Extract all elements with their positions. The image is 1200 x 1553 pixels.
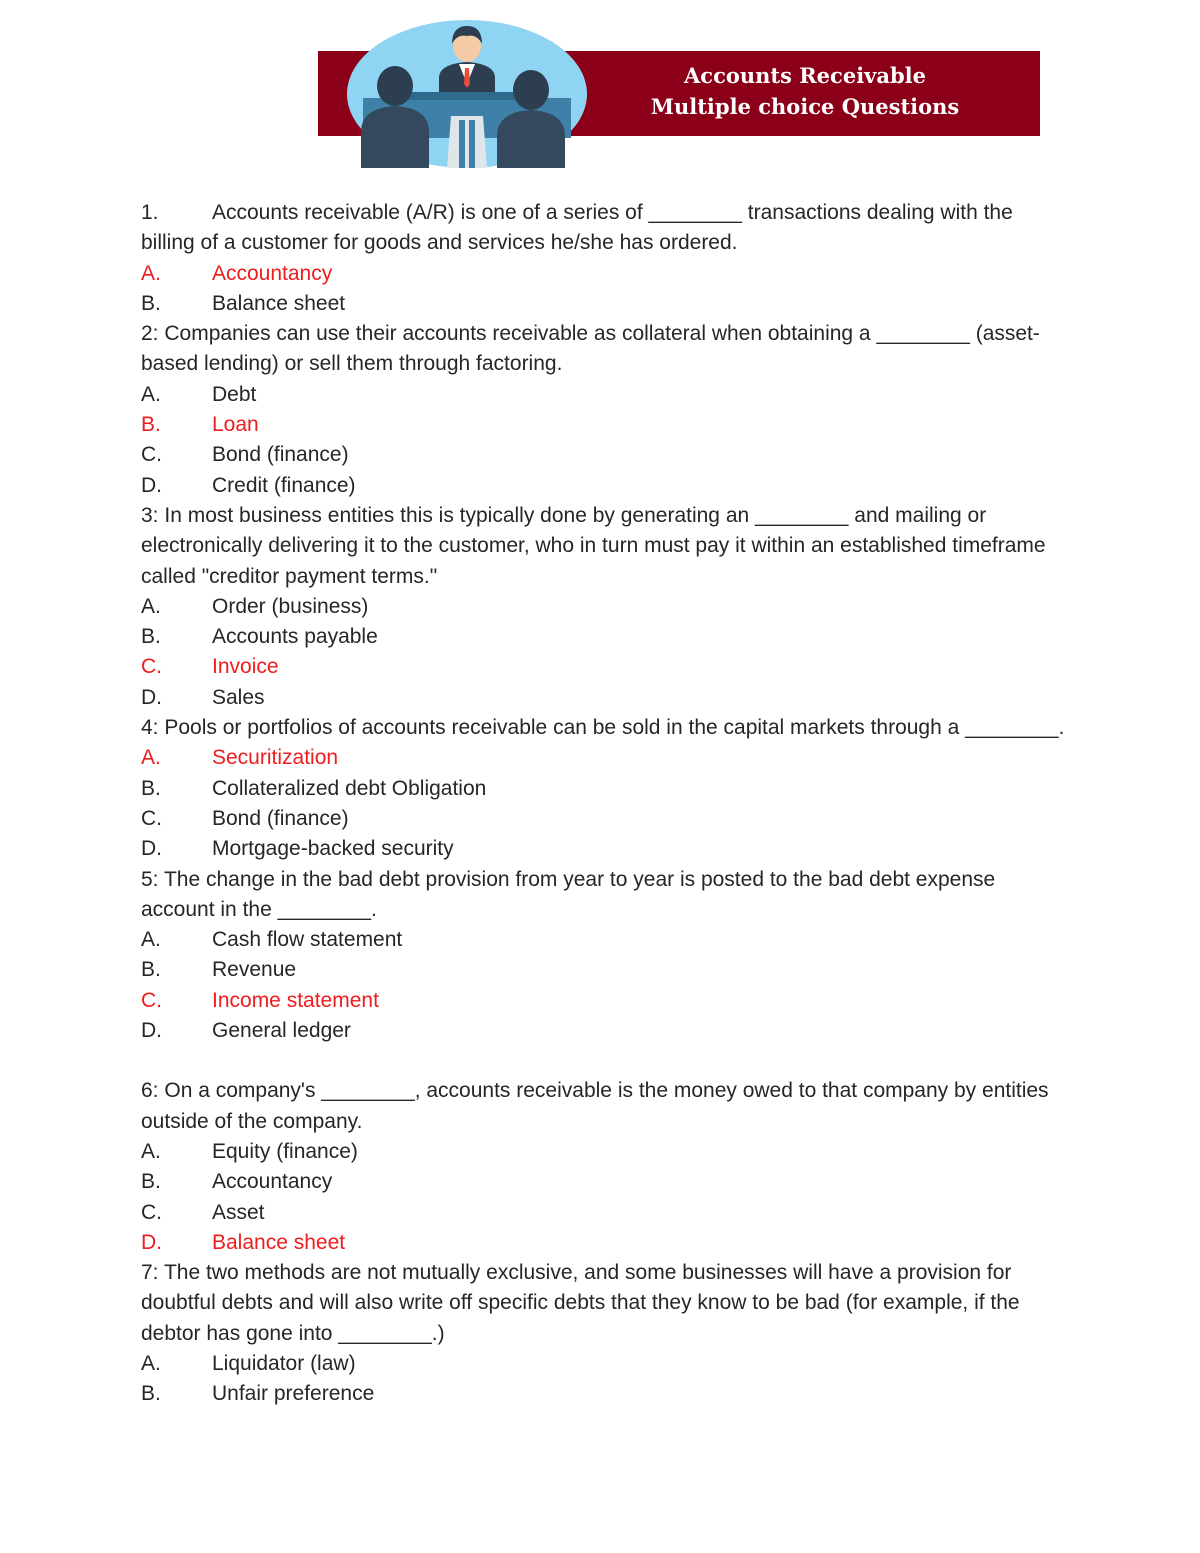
question-2 [141, 319, 1071, 380]
question-number: 6: [141, 1079, 159, 1103]
option-item [141, 1016, 1071, 1046]
question-text: On a company's ________, accounts receivable is the money owed to that company by entities outside of the company. [141, 1079, 1049, 1133]
question-text: In most business entities this is typically done by generating an ________ and mailing or electronically delivering it to the customer, who in turn must pay it within an established timeframe called "creditor payment terms." [141, 503, 1046, 588]
option-letter: B. [141, 958, 161, 982]
option-item [141, 925, 1071, 955]
option-item [141, 986, 1071, 1016]
option-item [141, 652, 1071, 682]
option-text: Accounts payable [212, 625, 378, 649]
option-text: Accountancy [212, 261, 333, 285]
option-letter: B. [141, 413, 161, 437]
option-text: Debt [212, 382, 257, 406]
option-text: Invoice [212, 655, 279, 679]
option-letter: C. [141, 1200, 162, 1224]
question-text: The two methods are not mutually exclusive, and some businesses will have a provision for doubtful debts and will also write off specific debts that they know to be bad (for example, if the debtor has gone into ________.) [141, 1261, 1020, 1345]
option-text: Asset [212, 1200, 265, 1224]
option-item [141, 804, 1071, 834]
option-text: Equity (finance) [212, 1139, 358, 1163]
banner-title [600, 60, 1010, 122]
option-text: Collateralized debt Obligation [212, 776, 487, 800]
option-letter: B. [141, 291, 161, 315]
option-letter: B. [141, 625, 161, 649]
option-item [141, 592, 1071, 622]
option-text: Order (business) [212, 594, 369, 618]
option-item [141, 380, 1071, 410]
option-text: Liquidator (law) [212, 1351, 356, 1375]
option-text: Loan [212, 413, 259, 437]
question-5 [141, 865, 1071, 926]
option-text: Balance sheet [212, 1230, 346, 1254]
blank-line [141, 1046, 1071, 1076]
option-item [141, 743, 1071, 773]
option-text: Credit (finance) [212, 473, 356, 497]
option-letter: A. [141, 261, 161, 285]
option-item [141, 1167, 1071, 1197]
option-letter: C. [141, 806, 162, 830]
question-number: 1. [141, 201, 159, 224]
option-text: General ledger [212, 1019, 351, 1043]
option-text: Cash flow statement [212, 928, 403, 952]
question-text: The change in the bad debt provision from year to year is posted to the bad debt expense account in the ________. [141, 867, 996, 921]
option-letter: D. [141, 1230, 162, 1254]
option-item [141, 440, 1071, 470]
option-text: Revenue [212, 958, 297, 982]
option-text: Accountancy [212, 1170, 333, 1194]
option-letter: C. [141, 988, 162, 1012]
option-text: Securitization [212, 746, 339, 770]
option-item [141, 1228, 1071, 1258]
option-text: Mortgage-backed security [212, 837, 454, 861]
option-letter: C. [141, 655, 162, 679]
option-item [141, 774, 1071, 804]
option-letter: A. [141, 1139, 161, 1163]
option-text: Balance sheet [212, 291, 346, 315]
question-text: Companies can use their accounts receivable as collateral when obtaining a ________ (asset-based lending) or sell them through factoring. [141, 322, 1040, 376]
banner-title-line1: Accounts Receivable [683, 63, 926, 88]
option-letter: D. [141, 1019, 162, 1043]
option-text: Income statement [212, 988, 379, 1012]
questions-list [141, 198, 1071, 1410]
option-item [141, 683, 1071, 713]
question-number: 4: [141, 716, 159, 740]
option-letter: A. [141, 1351, 161, 1375]
option-text: Bond (finance) [212, 806, 349, 830]
option-letter: C. [141, 443, 162, 467]
question-number: 7: [141, 1261, 159, 1285]
question-4 [141, 713, 1071, 743]
option-letter: B. [141, 776, 161, 800]
option-item [141, 410, 1071, 440]
question-1 [141, 198, 1071, 259]
question-text: Accounts receivable (A/R) is one of a series of ________ transactions dealing with the billing of a customer for goods and services he/she has ordered. [141, 201, 1013, 255]
question-number: 2: [141, 322, 159, 346]
meeting-people-icon [347, 20, 587, 168]
option-item [141, 259, 1071, 289]
option-item [141, 1198, 1071, 1228]
option-letter: A. [141, 382, 161, 406]
option-letter: D. [141, 473, 162, 497]
option-letter: A. [141, 594, 161, 618]
option-item [141, 1379, 1071, 1409]
option-item [141, 622, 1071, 652]
question-text: Pools or portfolios of accounts receivable can be sold in the capital markets through a ________. [164, 716, 1065, 740]
question-6 [141, 1076, 1071, 1137]
option-letter: D. [141, 685, 162, 709]
option-letter: A. [141, 746, 161, 770]
option-item [141, 1137, 1071, 1167]
option-letter: D. [141, 837, 162, 861]
option-item [141, 955, 1071, 985]
banner-title-line2: Multiple choice Questions [650, 94, 960, 119]
option-item [141, 834, 1071, 864]
option-letter: A. [141, 928, 161, 952]
question-number: 3: [141, 503, 159, 527]
option-text: Unfair preference [212, 1382, 375, 1406]
option-item [141, 289, 1071, 319]
option-text: Bond (finance) [212, 443, 349, 467]
question-number: 5: [141, 867, 159, 891]
option-letter: B. [141, 1382, 161, 1406]
option-text: Sales [212, 685, 265, 709]
option-item [141, 471, 1071, 501]
question-7 [141, 1258, 1071, 1349]
question-3 [141, 501, 1071, 592]
option-letter: B. [141, 1170, 161, 1194]
option-item [141, 1349, 1071, 1379]
